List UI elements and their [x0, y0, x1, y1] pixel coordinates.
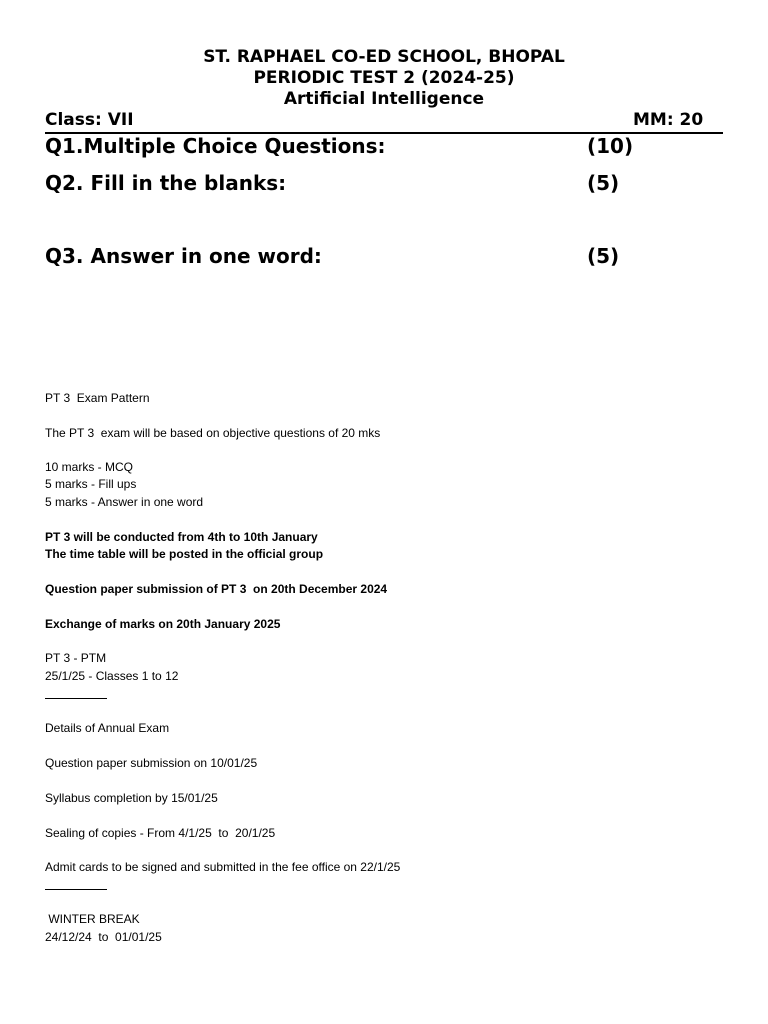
ptm-title: PT 3 - PTM: [45, 651, 107, 665]
marks-exchange-note: Exchange of marks on 20th January 2025: [45, 617, 281, 631]
timetable-note: The time table will be posted in the official group: [45, 547, 324, 561]
admit-cards-note: Admit cards to be signed and submitted in the fee office on 22/1/25: [45, 860, 401, 874]
marks-mcq: 10 marks - MCQ: [45, 460, 134, 474]
pattern-title: PT 3 Exam Pattern: [45, 391, 150, 405]
class-label: Class: VII: [45, 110, 134, 130]
winter-break-dates: 24/12/24 to 01/01/25: [45, 930, 162, 944]
syllabus-completion: Syllabus completion by 15/01/25: [45, 791, 218, 805]
subject-title: Artificial Intelligence: [283, 89, 485, 109]
question-1-label: Q1.Multiple Choice Questions:: [45, 134, 386, 158]
question-3-label: Q3. Answer in one word:: [45, 244, 322, 268]
school-name: ST. RAPHAEL CO-ED SCHOOL, BHOPAL: [203, 47, 565, 67]
copies-sealing: Sealing of copies - From 4/1/25 to 20/1/25: [45, 826, 276, 840]
max-marks: MM: 20: [633, 110, 704, 130]
paper-submission-note: Question paper submission of PT 3 on 20th December 2024: [45, 582, 388, 596]
annual-paper-submission: Question paper submission on 10/01/25: [45, 756, 258, 770]
question-1-marks: (10): [587, 134, 634, 158]
section-separator: [45, 698, 107, 699]
question-2-marks: (5): [587, 171, 620, 195]
section-separator: [45, 889, 107, 890]
conducted-dates: PT 3 will be conducted from 4th to 10th January: [45, 530, 318, 544]
question-2-label: Q2. Fill in the blanks:: [45, 171, 287, 195]
marks-one-word: 5 marks - Answer in one word: [45, 495, 204, 509]
annual-exam-title: Details of Annual Exam: [45, 721, 170, 735]
ptm-date: 25/1/25 - Classes 1 to 12: [45, 669, 179, 683]
pattern-description: The PT 3 exam will be based on objective questions of 20 mks: [45, 426, 381, 440]
question-3-marks: (5): [587, 244, 620, 268]
winter-break-title: WINTER BREAK: [45, 912, 140, 926]
marks-fill-ups: 5 marks - Fill ups: [45, 477, 137, 491]
test-title: PERIODIC TEST 2 (2024-25): [253, 68, 515, 88]
